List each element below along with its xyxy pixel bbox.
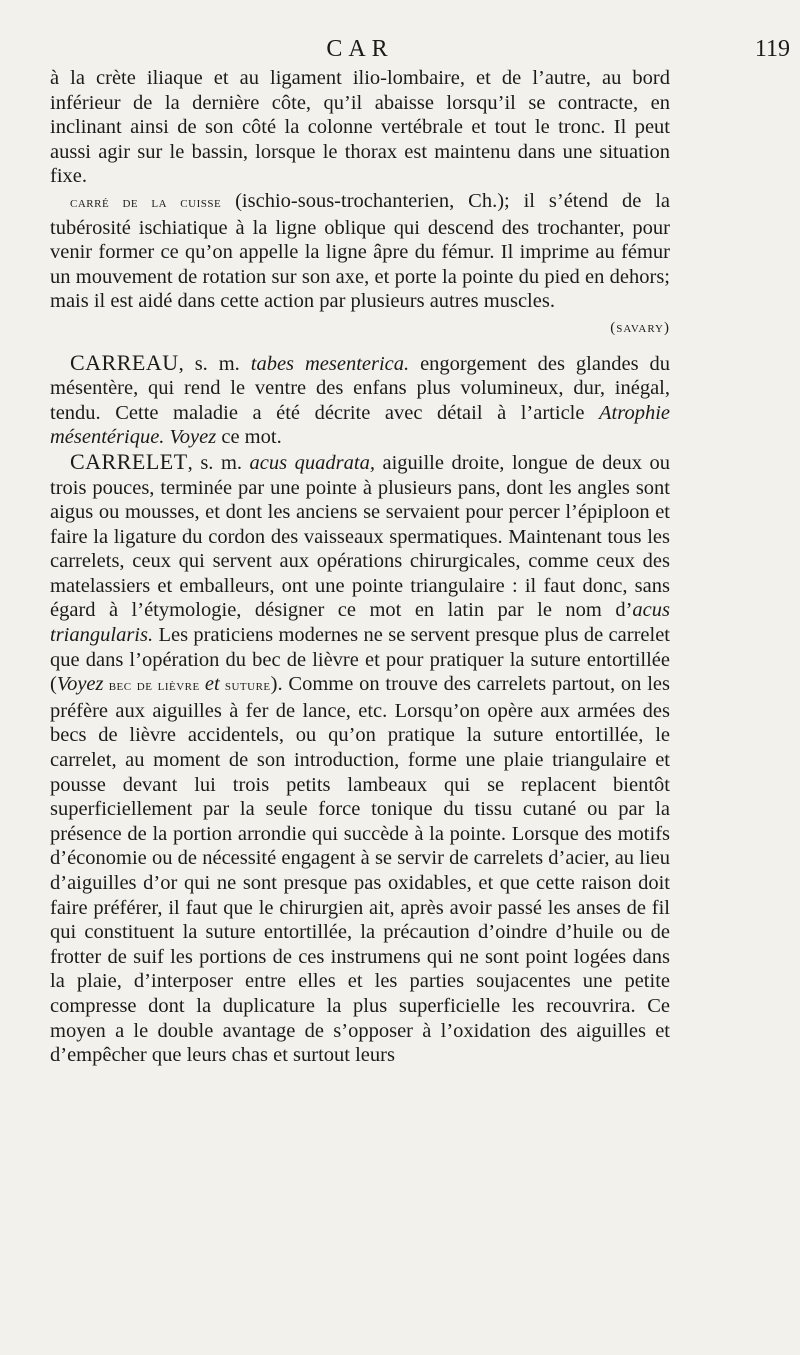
carreau-end: ce mot. <box>216 426 282 449</box>
page-header <box>50 36 790 66</box>
carrelet-text2: Les praticiens modernes ne se servent presque plus de carrelet que dans l’opération du bec de lièvre et pour pratiquer la suture entortillée ( <box>50 624 670 696</box>
carreau-latin: tabes mesenterica. <box>250 352 410 375</box>
carrelet-text3: ). Comme on trouve des carrelets partout, on les préfère aux aiguilles à fer de lance, etc. Lorsqu’on opère aux armées des becs de lièvre accidentels, ou qu’on pratique la suture entortillée, le carrelet, au moment de son introduction, forme une plaie triangulaire et pousse devant lui trois petits lambeaux qui se replacent bientôt superficiellement par la seule force tonique du tissu cutané ou par la présence de la portion arrondie qui succède à la pointe. Lorsque des motifs d’économie ou de nécessité engagent à se servir de carrelets d’acier, au lieu d’aiguilles d’or qui ne sont presque pas oxidables, et que cette raison doit faire préférer, il faut que le chirurgien ait, après avoir passé les anses de fil qui constituent la suture entortillée, la précaution d’oindre d’huile ou de frotter de suif les portions de ces instrumens qui ne sont point logées dans la plaie, d’interposer entre elles et les parties soujacentes une petite compresse dont la duplicature la plus superficielle les recouvrira. Ce moyen a le double avantage de s’opposer à l’oxidation des aiguilles et d’empêcher que leurs chas et surtout leurs <box>50 673 671 1067</box>
author-signature: (savary) <box>610 319 670 336</box>
paragraph-continuation: à la crète iliaque et au ligament ilio-lombaire, et de l’autre, au bord inférieur de la dernière côte, qu’il abaisse lorsqu’il se contracte, en inclinant ainsi de son côté la colonne vertébrale et tout le tronc. Il peut aussi agir sur le bassin, lorsque le thorax est maintenu dans une situation fixe. <box>50 67 670 188</box>
entry-carreau <box>50 351 670 450</box>
para2-text: (ischio-sous-trochanterien, Ch.); il s’étend de la tubérosité ischiatique à la ligne oblique qui descend des trochanter, pour venir former ce qu’on appelle la ligne âpre du fémur. Il imprime au fémur un mouvement de rotation sur son axe, et porte la pointe du pied en dehors; mais il est aidé dans cette action par plusieurs autres muscles. <box>50 189 671 313</box>
carrelet-ref-bec-de-lievre: bec de lièvre <box>103 677 205 695</box>
headword-carreau: CARREAU <box>70 349 179 375</box>
carreau-voyez: Voyez <box>164 426 217 449</box>
carrelet-voyez: Voyez <box>56 673 104 696</box>
term-carre-de-la-cuisse: carré de la cuisse <box>70 193 222 211</box>
running-head: CAR <box>326 36 394 62</box>
carreau-ref: Atrophie mésentérique. <box>50 401 670 449</box>
carrelet-latin: acus quadrata, <box>249 451 375 474</box>
carreau-gram: , s. m. <box>178 352 251 375</box>
carrelet-text1: aiguille droite, longue de deux ou trois pouces, terminée par une pointe à plusieurs pans, dont les angles sont aigus ou mousses, et dont les anciens se servaient pour percer l’épiploon et faire la ligature du cordon des vaisseaux spermatiques. Maintenant tous les carrelets, ceux qui servent aux opérations chirurgicales, comme ceux des matelassiers et emballeurs, ont une pointe triangulaire : il faut donc, sans égard à l’étymologie, désigner ce mot en latin par le nom d’ <box>50 451 670 622</box>
body-text <box>50 66 670 1068</box>
carreau-text: engorgement des glandes du mésentère, qui rend le ventre des enfans plus volumineux, dur, inégal, tendu. Cette maladie a été décrite avec détail à l’article <box>50 352 670 424</box>
carrelet-latin2: acus triangularis. <box>50 599 670 647</box>
paragraph-carre-de-la-cuisse <box>50 189 670 314</box>
entry-carrelet <box>50 450 670 1068</box>
carrelet-et: et <box>204 673 220 696</box>
carrelet-gram: , s. m. <box>187 451 250 474</box>
headword-carrelet: CARRELET <box>70 448 188 474</box>
page-number: 119 <box>754 36 790 62</box>
carrelet-ref-suture: suture <box>219 677 271 695</box>
